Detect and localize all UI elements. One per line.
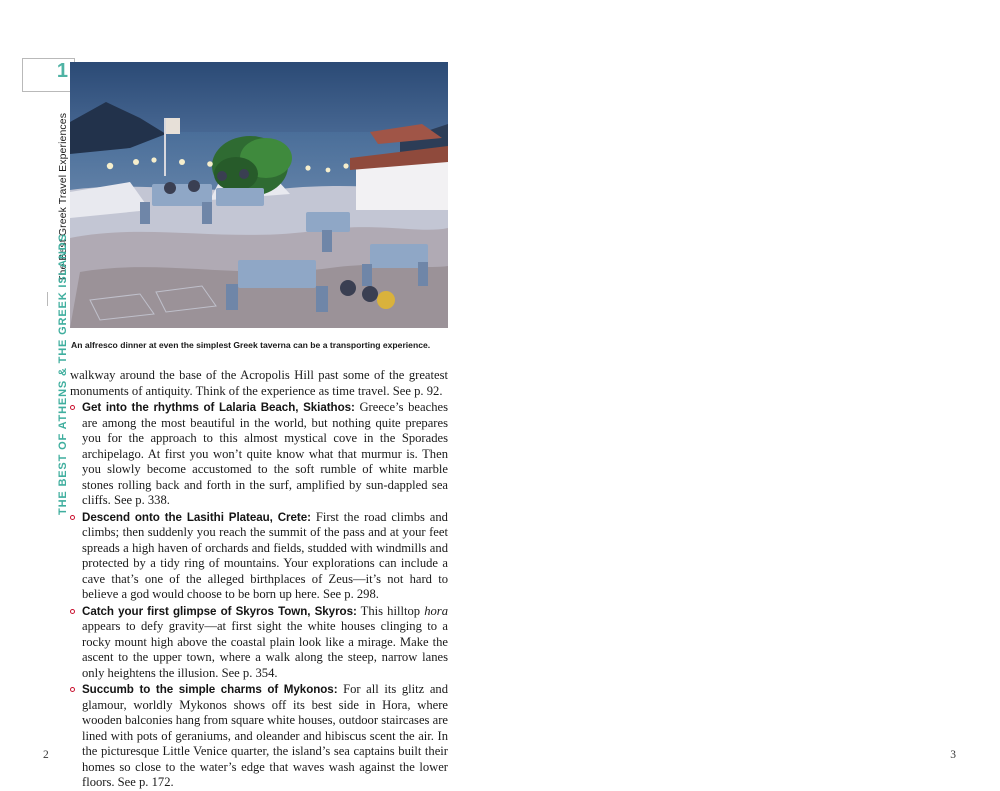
running-head-left: The Best Greek Travel Experiences <box>57 112 69 282</box>
entry-text: This hilltop <box>356 603 425 618</box>
page-number-right: 3 <box>950 749 956 761</box>
entry-text-cont: appears to defy gravity—at first sight the white houses clinging to a rocky mount high above the coastal plain look like a mirage. Make the ascent to the upper town, where a walk along the steep, narrow lanes only heightens the illusion. See p. 354. <box>82 619 448 680</box>
taverna-photo-caption: An alfresco dinner at even the simplest Greek taverna can be a transporting experience. <box>71 340 431 350</box>
chapter-number-left: 1 <box>56 60 68 82</box>
list-item <box>70 510 448 603</box>
entry-text: Greece’s beaches are among the most beautiful in the world, but nothing quite prepares you for the approach to this almost mystical cove in the Sporades archipelago. At first you won’t quite know what that murmur is. Then you slowly become accustomed to the soft rumble of white marble stones rolling back and forth in the surf, amplified by sun-dappled sea cliffs. See p. 338. <box>82 400 448 507</box>
entry-lead: Catch your first glimpse of Skyros Town, Skyros: <box>82 604 357 618</box>
entry-italic-term: hora <box>424 603 448 618</box>
entry-text: For all its glitz and glamour, worldly Mykonos shows off its best side in Hora, where wooden balconies hang from square white houses, outdoor staircases are lined with pots of geraniums, and oleander and hibiscus scent the air. In the picturesque Little Venice quarter, the island’s sea captains built their homes so close to the water’s edge that waves wash against the lower floors. See p. 172. <box>82 682 449 789</box>
taverna-photo-artwork <box>70 62 448 328</box>
entry-lead: Succumb to the simple charms of Mykonos: <box>82 683 338 696</box>
right-page <box>500 0 1000 791</box>
entry-text: First the road climbs and climbs; then suddenly you reach the summit of the pass and at your feet spreads a high haven of orchards and fields, studded with windmills and protected by a tidy ring of mountains. Your explorations can include a cave that’s one of the alleged birthplaces of Zeus—it’s not hard to believe a god would choose to be born up here. See p. 298. <box>82 509 448 601</box>
entry-lead: Get into the rhythms of Lalaria Beach, Skiathos: <box>82 401 355 414</box>
list-item <box>70 604 448 682</box>
book-title-left: THE BEST OF ATHENS & THE GREEK ISLANDS <box>57 233 69 515</box>
margin-divider-left <box>47 292 48 306</box>
chapter-number-box-left <box>22 58 75 92</box>
left-body-column <box>70 368 448 791</box>
page-number-left: 2 <box>43 749 49 761</box>
entry-lead: Descend onto the Lasithi Plateau, Crete: <box>82 510 311 524</box>
list-item <box>70 400 448 509</box>
continued-paragraph: walkway around the base of the Acropolis Hill past some of the greatest monuments of antiquity. Think of the experience as time travel. See p. 92. <box>70 368 448 398</box>
taverna-photo <box>70 62 448 328</box>
list-item <box>70 682 448 791</box>
